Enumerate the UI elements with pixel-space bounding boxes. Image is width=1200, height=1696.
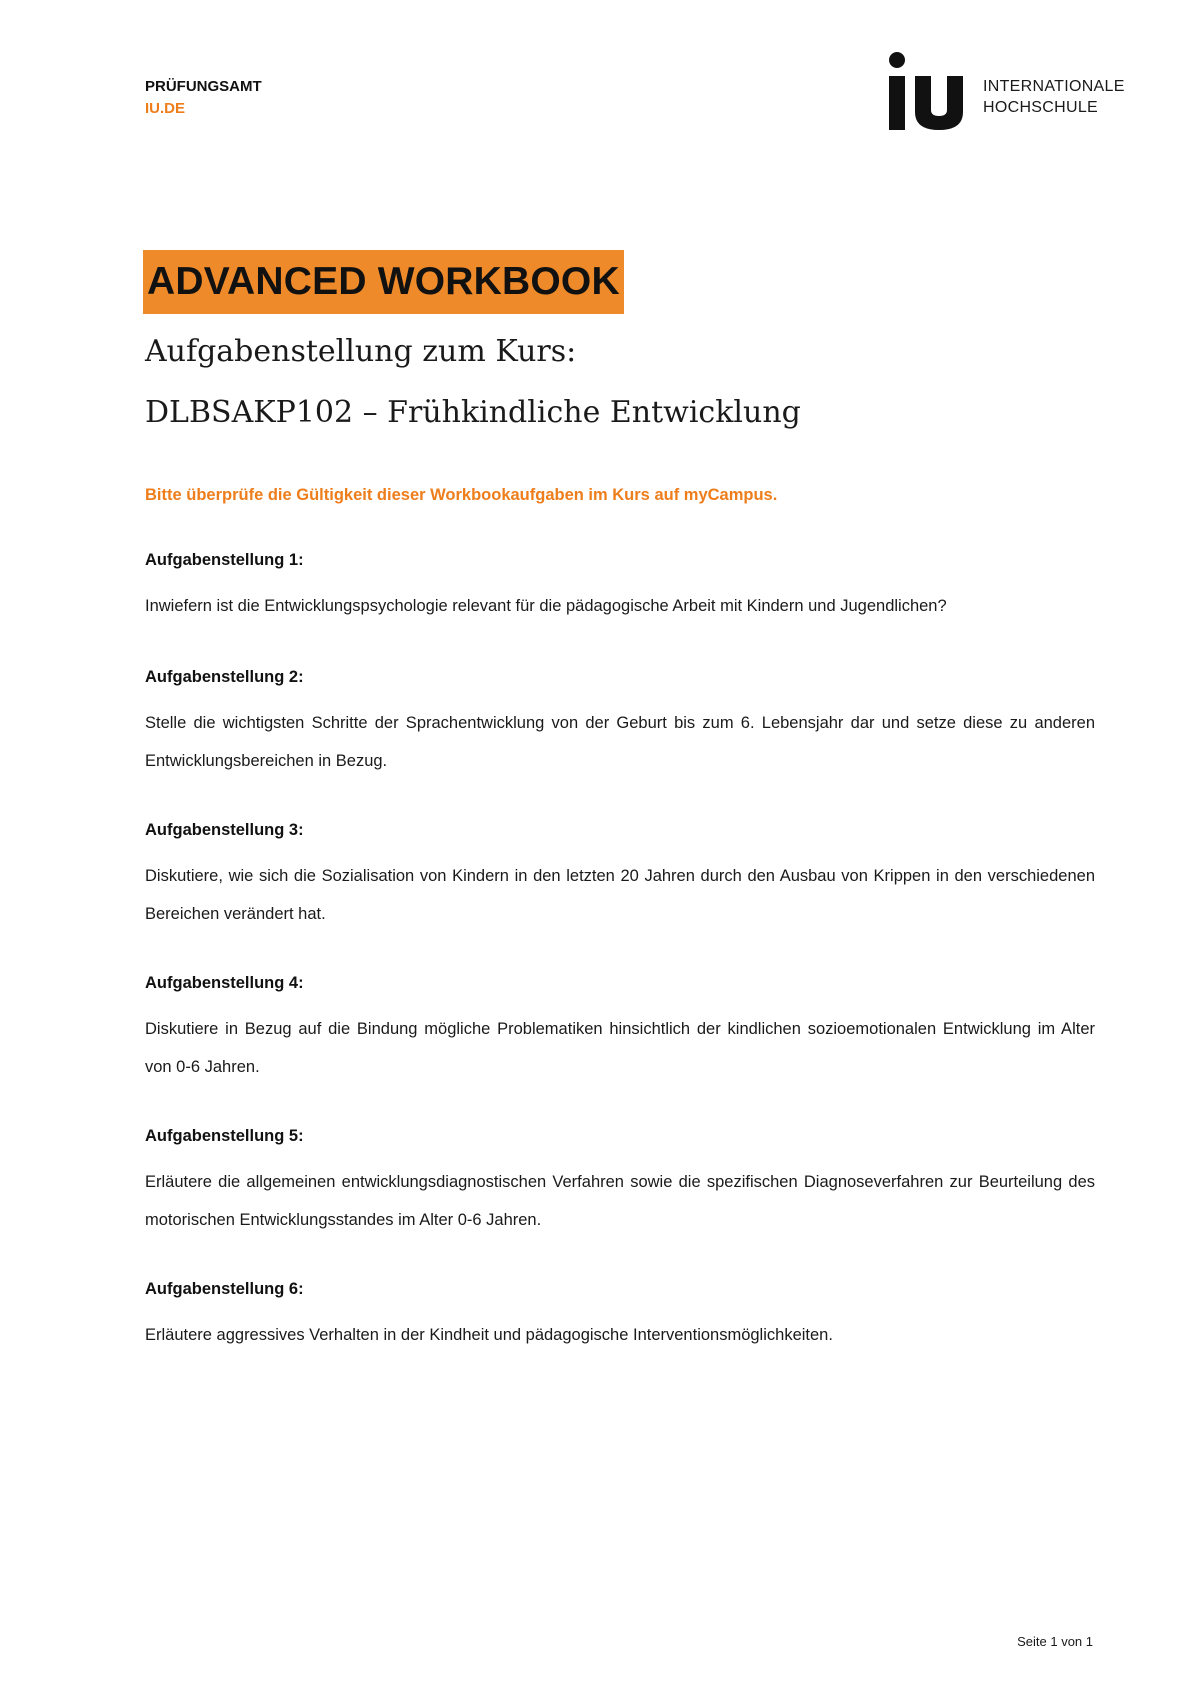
task-text: Erläutere aggressives Verhalten in der Kindheit und pädagogische Interventionsmöglichkeiten.: [145, 1326, 833, 1344]
task-text: Erläutere die allgemeinen entwicklungsdiagnostischen Verfahren sowie die spezifischen Diagnoseverfahren zur Beurteilung des motorischen Entwicklungsstandes im Alter 0-6 Jahren.: [145, 1173, 1095, 1229]
task-title: Aufgabenstellung 1:: [145, 551, 304, 569]
task-text: Inwiefern ist die Entwicklungspsychologie relevant für die pädagogische Arbeit mit Kindern und Jugendlichen?: [145, 597, 947, 615]
task-title: Aufgabenstellung 3:: [145, 821, 304, 839]
logo-line-1: INTERNATIONALE: [983, 78, 1125, 95]
title-badge: ADVANCED WORKBOOK: [143, 250, 624, 314]
task-text: Diskutiere, wie sich die Sozialisation von Kindern in den letzten 20 Jahren durch den Ausbau von Krippen in den verschiedenen Bereichen verändert hat.: [145, 867, 1095, 923]
task-block: [145, 550, 1095, 625]
task-text: Stelle die wichtigsten Schritte der Sprachentwicklung von der Geburt bis zum 6. Lebensjahr dar und setze diese zu anderen Entwicklungsbereichen in Bezug.: [145, 714, 1095, 770]
iu-logo-mark: [885, 52, 980, 142]
course-intro: Aufgabenstellung zum Kurs:: [145, 334, 577, 369]
department-label: PRÜFUNGSAMT: [145, 78, 262, 95]
task-text: Diskutiere in Bezug auf die Bindung mögliche Problematiken hinsichtlich der kindlichen sozioemotionalen Entwicklung im Alter von 0-6 Jahren.: [145, 1020, 1095, 1076]
task-title: Aufgabenstellung 4:: [145, 974, 304, 992]
task-block: [145, 1126, 1095, 1239]
document-header: [145, 76, 262, 120]
task-block: [145, 1279, 1095, 1354]
validity-notice: Bitte überprüfe die Gültigkeit dieser Workbookaufgaben im Kurs auf myCampus.: [145, 486, 778, 504]
task-title: Aufgabenstellung 2:: [145, 668, 304, 686]
website-label: IU.DE: [145, 100, 186, 117]
logo-wordmark: [983, 76, 1125, 118]
task-block: [145, 973, 1095, 1086]
task-block: [145, 820, 1095, 933]
task-block: [145, 667, 1095, 780]
course-name: DLBSAKP102 – Frühkindliche Entwicklung: [145, 395, 801, 430]
logo-line-2: HOCHSCHULE: [983, 99, 1099, 116]
task-title: Aufgabenstellung 5:: [145, 1127, 304, 1145]
task-title: Aufgabenstellung 6:: [145, 1280, 304, 1298]
page-number: Seite 1 von 1: [1017, 1634, 1093, 1649]
iu-logo: [885, 52, 1135, 142]
